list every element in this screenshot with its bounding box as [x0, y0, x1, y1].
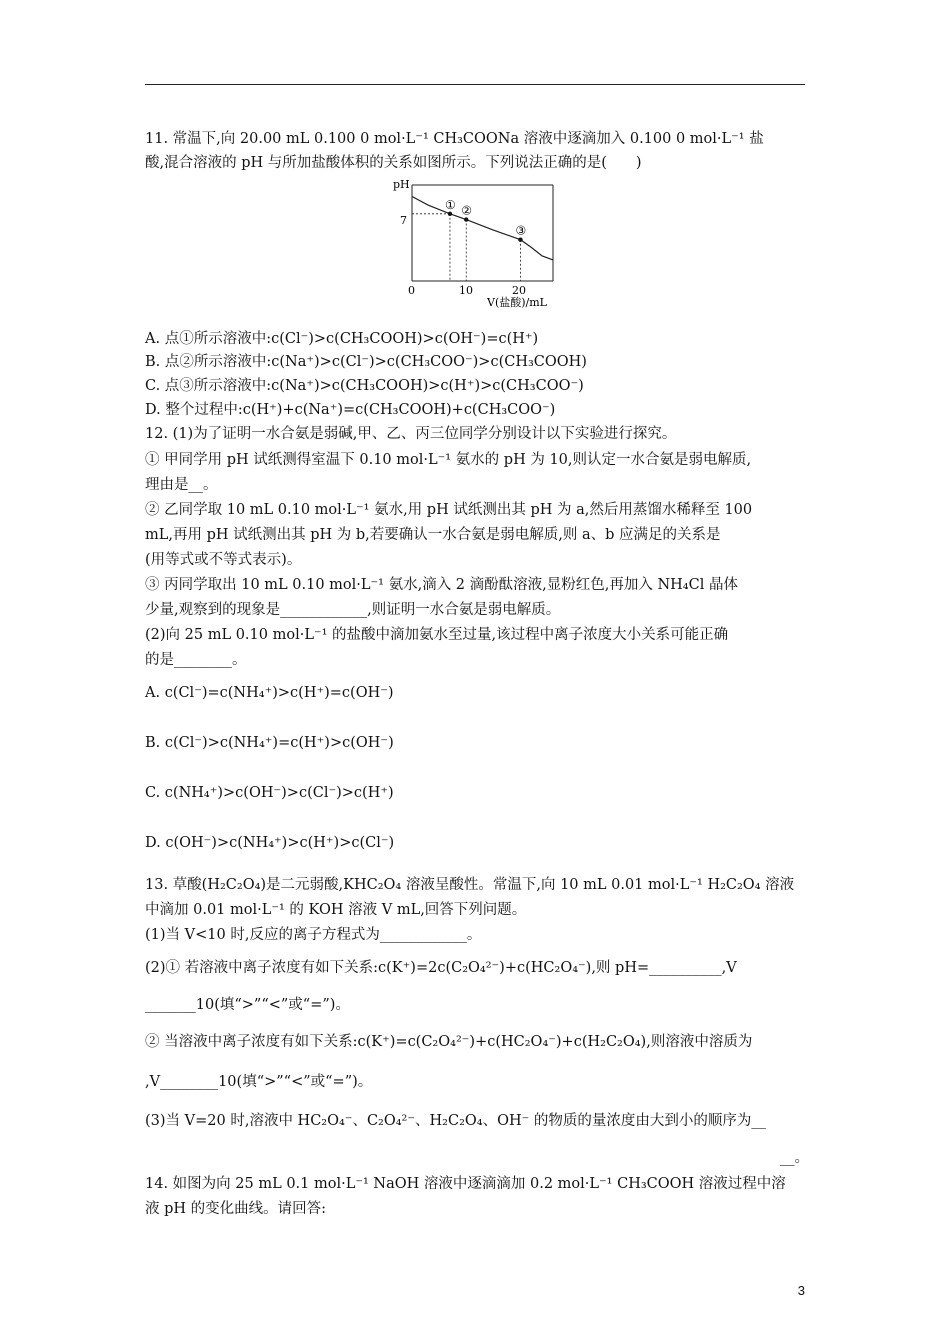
chart-point-3	[518, 238, 522, 242]
q11-option-c: C. 点③所示溶液中:c(Na⁺)>c(CH₃COOH)>c(H⁺)>c(CH₃COO⁻)	[145, 378, 584, 394]
q13-line9: __。	[780, 1150, 809, 1166]
q12-line3: 理由是__。	[145, 477, 218, 493]
q12-option-a: A. c(Cl⁻)=c(NH₄⁺)>c(H⁺)=c(OH⁻)	[145, 685, 394, 701]
q13-line3: (1)当 V<10 时,反应的离子方程式为____________。	[145, 927, 482, 943]
chart-point-1	[448, 212, 452, 216]
chart-point-2	[464, 217, 468, 221]
q13-line6: ② 当溶液中离子浓度有如下关系:c(K⁺)=c(C₂O₄²⁻)+c(HC₂O₄⁻)+c(H₂C₂O₄),则溶液中溶质为	[145, 1034, 753, 1050]
q12-option-c: C. c(NH₄⁺)>c(OH⁻)>c(Cl⁻)>c(H⁺)	[145, 785, 394, 801]
q12-option-d: D. c(OH⁻)>c(NH₄⁺)>c(H⁺)>c(Cl⁻)	[145, 835, 395, 851]
chart-x-tick-0: 0	[408, 284, 415, 297]
header-rule	[145, 84, 805, 85]
q11-line1: 11. 常温下,向 20.00 mL 0.100 0 mol·L⁻¹ CH₃COONa 溶液中逐滴加入 0.100 0 mol·L⁻¹ 盐	[145, 131, 764, 147]
chart-x-tick-10: 10	[459, 284, 473, 297]
chart-point-label-2: ②	[461, 203, 472, 218]
chart-x-tick-20: 20	[512, 284, 526, 297]
q12-line6: (用等式或不等式表示)。	[145, 552, 302, 568]
q12-option-b: B. c(Cl⁻)>c(NH₄⁺)=c(H⁺)>c(OH⁻)	[145, 735, 394, 751]
chart-point-label-1: ①	[444, 197, 456, 212]
q12-line1: 12. (1)为了证明一水合氨是弱碱,甲、乙、丙三位同学分别设计以下实验进行探究。	[145, 426, 677, 442]
q12-line2: ① 甲同学用 pH 试纸测得室温下 0.10 mol·L⁻¹ 氨水的 pH 为 10,则认定一水合氨是弱电解质,	[145, 452, 752, 468]
q14-line2: 液 pH 的变化曲线。请回答:	[145, 1201, 327, 1217]
q13-line7: ,V________10(填“>”“<”或“=”)。	[145, 1074, 373, 1090]
q11-option-a: A. 点①所示溶液中:c(Cl⁻)>c(CH₃COOH)>c(OH⁻)=c(H⁺)	[145, 331, 539, 347]
q11-option-d: D. 整个过程中:c(H⁺)+c(Na⁺)=c(CH₃COOH)+c(CH₃COO⁻)	[145, 402, 556, 418]
ph-chart	[385, 175, 570, 310]
q13-line4: (2)① 若溶液中离子浓度有如下关系:c(K⁺)=2c(C₂O₄²⁻)+c(HC₂O₄⁻),则 pH=__________,V	[145, 960, 737, 976]
chart-ylabel: pH	[393, 178, 410, 191]
chart-y-tick-7: 7	[400, 214, 407, 227]
q12-line5: mL,再用 pH 试纸测出其 pH 为 b,若要确认一水合氨是弱电解质,则 a、b 应满足的关系是	[145, 527, 721, 543]
q12-line4: ② 乙同学取 10 mL 0.10 mol·L⁻¹ 氨水,用 pH 试纸测出其 pH 为 a,然后用蒸馏水稀释至 100	[145, 502, 753, 518]
q14-line1: 14. 如图为向 25 mL 0.1 mol·L⁻¹ NaOH 溶液中逐滴滴加 0.2 mol·L⁻¹ CH₃COOH 溶液过程中溶	[145, 1176, 786, 1192]
chart-curve	[412, 197, 553, 260]
chart-xlabel: V(盐酸)/mL	[487, 296, 547, 309]
page-number: 3	[797, 1283, 805, 1298]
q11-option-b: B. 点②所示溶液中:c(Na⁺)>c(Cl⁻)>c(CH₃COO⁻)>c(CH₃COOH)	[145, 354, 587, 370]
q13-line8: (3)当 V=20 时,溶液中 HC₂O₄⁻、C₂O₄²⁻、H₂C₂O₄、OH⁻ 的物质的量浓度由大到小的顺序为__	[145, 1113, 766, 1129]
q12-line10: 的是________。	[145, 652, 247, 668]
q11-line2: 酸,混合溶液的 pH 与所加盐酸体积的关系如图所示。下列说法正确的是( )	[145, 155, 642, 171]
q13-line1: 13. 草酸(H₂C₂O₄)是二元弱酸,KHC₂O₄ 溶液呈酸性。常温下,向 10 mL 0.01 mol·L⁻¹ H₂C₂O₄ 溶液	[145, 877, 795, 893]
chart-point-label-3: ③	[515, 223, 527, 238]
q12-line9: (2)向 25 mL 0.10 mol·L⁻¹ 的盐酸中滴加氨水至过量,该过程中离子浓度大小关系可能正确	[145, 627, 729, 643]
q13-line5: _______10(填“>”“<”或“=”)。	[145, 997, 350, 1013]
q12-line8: 少量,观察到的现象是____________,则证明一水合氨是弱电解质。	[145, 602, 561, 618]
q13-line2: 中滴加 0.01 mol·L⁻¹ 的 KOH 溶液 V mL,回答下列问题。	[145, 902, 527, 918]
q12-line7: ③ 丙同学取出 10 mL 0.10 mol·L⁻¹ 氨水,滴入 2 滴酚酞溶液,显粉红色,再加入 NH₄Cl 晶体	[145, 577, 738, 593]
